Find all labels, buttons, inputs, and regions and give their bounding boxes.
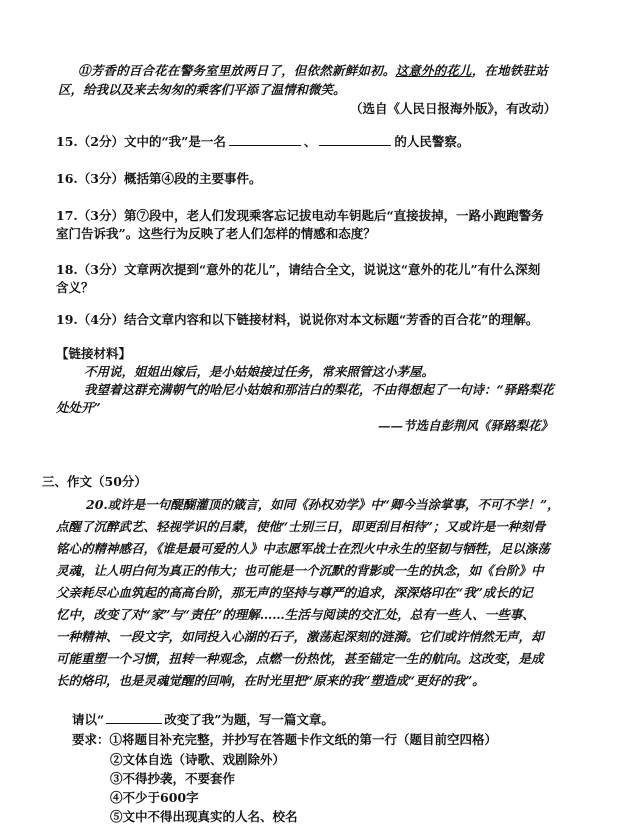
essay-requirement-3: ③不得抄袭，不要套作	[110, 771, 236, 786]
essay-line-6: 忆中，改变了对“家”与“责任”的理解……生活与阅读的交汇处，总有一些人、一些事、	[56, 607, 535, 622]
essay-requirement-5: ⑤文中不得出现真实的人名、校名	[110, 809, 298, 824]
passage-para11-line1	[78, 63, 548, 79]
essay-line-1: 20.或许是一句醍醐灌顶的箴言，如同《孙权劝学》中“卿今当涂掌事，不可不学！”，	[86, 497, 560, 512]
question-19: 19.（4分）结合文章内容和以下链接材料，说说你对本文标题“芳香的百合花”的理解。	[56, 312, 539, 327]
essay-line-9: 长的烙印，也是灵魂觉醒的回响，在时光里把“原来的我”塑造成“更好的我”。	[56, 673, 485, 688]
q15-separator: 、	[303, 134, 317, 149]
essay-requirement-2: ②文体自选（诗歌、戏剧除外）	[110, 752, 286, 767]
q15-blank-2	[319, 134, 391, 146]
passage-para11-line2: 区，给我以及来去匆匆的乘客们平添了温情和微笑。	[58, 82, 346, 97]
essay-prompt	[72, 712, 334, 728]
q15-text-b: 的人民警察。	[394, 134, 470, 149]
passage-underlined-phrase: 这意外的花儿	[395, 63, 472, 78]
link-material-line3: 处处开”	[56, 400, 101, 415]
link-material-source: ——节选自彭荆风《驿路梨花》	[378, 418, 554, 433]
essay-line-8: 可能重塑一个习惯，扭转一种观念，点燃一份热忱，甚至锚定一生的航向。这改变，是成	[56, 651, 544, 666]
passage-source: （选自《人民日报海外版》，有改动）	[350, 101, 557, 116]
question-17-line2: 室门告诉我”。这些行为反映了老人们怎样的情感和态度？	[56, 226, 376, 241]
passage-para11-text-a: ⑪芳香的百合花在警务室里放两日了，但依然新鲜如初。	[78, 63, 396, 78]
essay-line-7: 一种精神、一段文字，如同投入心湖的石子，激荡起深刻的涟漪。它们或许悄然无声，却	[56, 629, 544, 644]
essay-requirement-4: ④不少于600字	[110, 790, 199, 805]
question-15	[56, 134, 469, 150]
passage-para11-text-b: ，在地铁驻站	[471, 63, 548, 78]
link-material-line1: 不用说，姐姐出嫁后，是小姑娘接过任务，常来照管这小茅屋。	[84, 364, 435, 379]
question-18-line2: 含义？	[56, 280, 94, 295]
essay-section-title: 三、作文（50分）	[42, 474, 147, 489]
question-17-line1: 17.（3分）第⑦段中，老人们发现乘客忘记拔电动车钥匙后“直接拔掉，一路小跑跑警务	[56, 208, 544, 223]
essay-line-3: 铭心的精神感召，《谁是最可爱的人》中志愿军战士在烈火中永生的坚韧与牺牲，足以涤荡	[56, 541, 550, 556]
link-material-heading: 【链接材料】	[56, 346, 132, 361]
requirement-1-text: ①将题目补充完整，并抄写在答题卡作文纸的第一行（题目前空四格）	[109, 732, 498, 747]
requirements-label: 要求：	[72, 732, 110, 747]
essay-prompt-a: 请以“	[72, 712, 105, 727]
q15-text-a: 15.（2分）文中的“我”是一名	[56, 134, 226, 149]
essay-requirement-1	[72, 732, 497, 748]
question-16: 16.（3分）概括第④段的主要事件。	[56, 171, 262, 186]
essay-title-blank	[106, 712, 162, 724]
link-material-line2: 我望着这群充满朝气的哈尼小姑娘和那洁白的梨花，不由得想起了一句诗：“驿路梨花	[84, 382, 554, 397]
essay-prompt-b: 改变了我”为题，写一篇文章。	[164, 712, 334, 727]
essay-line-4: 灵魂，让人明白何为真正的伟大；也可能是一个沉默的背影或一生的执念，如《台阶》中	[56, 563, 544, 578]
q15-blank-1	[229, 134, 301, 146]
question-18-line1: 18.（3分）文章两次提到“意外的花儿”，请结合全文，说说这“意外的花儿”有什么深刻	[56, 262, 541, 277]
essay-line-2: 点醒了沉醉武艺、轻视学识的吕蒙，使他“士别三日，即更刮目相待”；又或许是一种刻骨	[56, 519, 546, 534]
essay-line-5: 父亲耗尽心血筑起的高高台阶，那无声的坚持与尊严的追求，深深烙印在“我”成长的记	[56, 585, 533, 600]
